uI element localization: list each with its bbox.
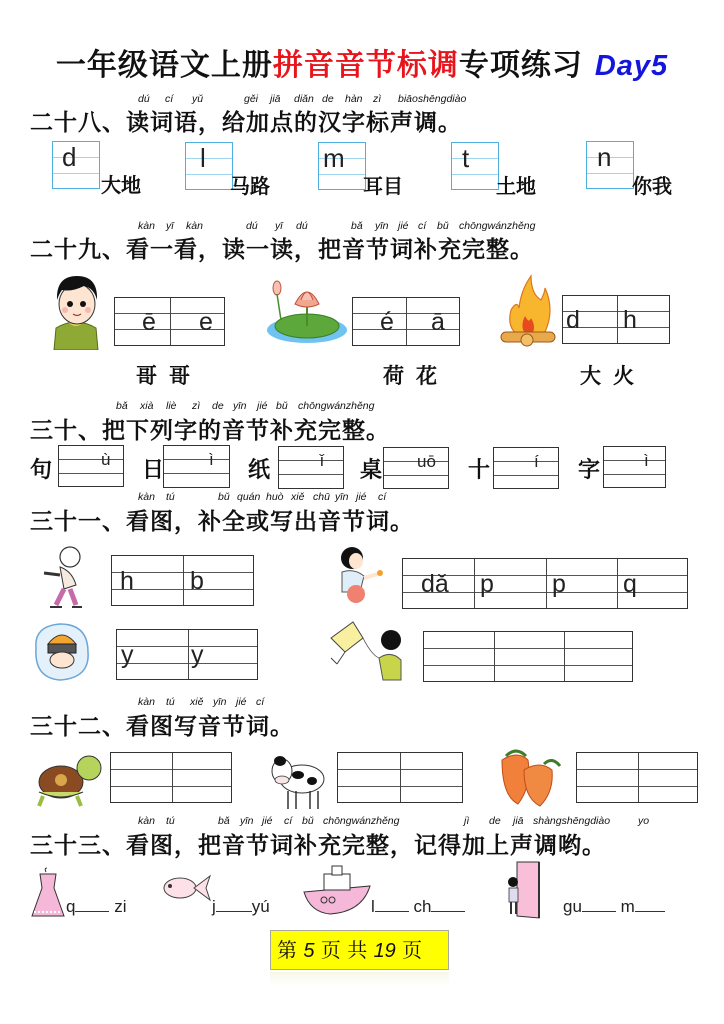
skating-girl-icon — [30, 545, 95, 613]
q31-pinyin: kàn tú bǔ quán huò xiě chū yīn jié cí — [138, 491, 387, 503]
page-counter: 第 5 页 共 19 页 — [270, 930, 449, 970]
q29-pinyin: kàn yī kàn dú yī dú bǎ yīn jié cí bǔ chōngwánzhěng — [138, 220, 536, 232]
q29-grid-1[interactable]: ē e — [114, 297, 225, 346]
q32-heading: 三十二、看图写音节词。 — [30, 714, 294, 740]
q31-grid-2[interactable]: dǎ p p q — [402, 558, 688, 609]
q31-grid-4[interactable] — [423, 631, 633, 682]
q29-grid-3[interactable]: d h — [562, 295, 670, 344]
q30-char-4: 桌 — [360, 458, 383, 483]
q30-char-5: 十 — [468, 458, 491, 483]
goldfish-icon — [160, 872, 212, 904]
q28-letter-box-4[interactable]: t — [451, 142, 499, 190]
lotus-icon — [265, 280, 350, 345]
q33-item-2[interactable]: j yú — [212, 897, 270, 916]
q28-word-3: 耳目 — [363, 174, 403, 198]
q28-letter-box-2[interactable]: l — [185, 142, 233, 190]
q30-heading: 三十、把下列字的音节补充完整。 — [30, 418, 390, 444]
kite-boy-icon — [325, 618, 409, 682]
q32-grid-2[interactable] — [337, 752, 463, 803]
q30-box-1[interactable]: ù — [58, 445, 124, 487]
q33-item-3[interactable]: l ch — [371, 897, 465, 917]
q30-box-4[interactable]: uō — [383, 447, 449, 489]
q32-pinyin: kàn tú xiě yīn jié cí — [138, 696, 265, 708]
campfire-icon — [497, 270, 559, 348]
title-part3: 专项练习 — [458, 48, 583, 83]
door-icon — [503, 860, 557, 920]
q30-box-5[interactable]: í — [493, 447, 559, 489]
worksheet-title — [0, 40, 724, 84]
dress-icon — [30, 866, 66, 920]
q33-item-4[interactable]: gu m — [563, 897, 665, 917]
q29-word-3: 大火 — [580, 364, 646, 388]
q31-heading: 三十一、看图，补全或写出音节词。 — [30, 509, 414, 535]
q30-char-6: 字 — [578, 458, 601, 483]
q33-heading: 三十三、看图，把音节词补充完整，记得加上声调哟。 — [30, 833, 606, 859]
q28-letter-box-3[interactable]: m — [318, 142, 366, 190]
q33-item-1[interactable]: q zi — [66, 897, 127, 916]
cow-icon — [268, 745, 328, 811]
q28-word-2: 马路 — [230, 174, 270, 198]
q32-grid-1[interactable] — [110, 752, 232, 803]
q28-word-5: 你我 — [632, 174, 672, 198]
q28-heading: 二十八、读词语，给加点的汉字标声调。 — [30, 110, 462, 136]
q28-letter-box-1[interactable]: d — [52, 141, 100, 189]
q29-heading: 二十九、看一看，读一读，把音节词补充完整。 — [30, 237, 534, 263]
q28-letter-box-5[interactable]: n — [586, 141, 634, 189]
q30-char-3: 纸 — [248, 458, 271, 483]
q32-grid-3[interactable] — [576, 752, 698, 803]
q28-pinyin: dú cí yǔ gěi jiā diǎn de hàn zì biāoshēngdiào — [138, 93, 467, 105]
q30-box-6[interactable]: ì — [603, 446, 666, 488]
q30-char-2: 日 — [142, 458, 165, 483]
q31-grid-1[interactable]: h b — [111, 555, 254, 606]
title-day: Day5 — [594, 50, 669, 82]
turtle-icon — [33, 752, 105, 808]
swimmer-icon — [30, 618, 96, 684]
title-part1: 一年级语文上册 — [55, 48, 273, 83]
strawberry-icon — [498, 746, 568, 808]
q30-pinyin: bǎ xià liè zì de yīn jié bǔ chōngwánzhěng — [116, 400, 375, 412]
q29-word-1: 哥哥 — [136, 364, 202, 388]
q28-word-1: 大地 — [101, 173, 141, 197]
ship-icon — [302, 864, 372, 916]
q30-char-1: 句 — [30, 458, 53, 483]
q28-word-4: 土地 — [496, 174, 536, 198]
title-highlight: 拼音音节标调 — [272, 48, 459, 83]
page-counter-reflection — [270, 972, 449, 986]
q29-word-2: 荷花 — [383, 364, 449, 388]
q30-box-2[interactable]: ì — [163, 445, 230, 488]
ping-pong-boy-icon — [330, 544, 390, 606]
q29-grid-2[interactable]: é ā — [352, 297, 460, 346]
q33-pinyin: kàn tú bǎ yīn jié cí bǔ chōngwánzhěng jì de jiā shàngshēngdiào yo — [138, 815, 650, 827]
q31-grid-3[interactable]: y y — [116, 629, 258, 680]
q30-box-3[interactable]: ǐ — [278, 446, 344, 489]
boy-icon — [50, 270, 102, 350]
